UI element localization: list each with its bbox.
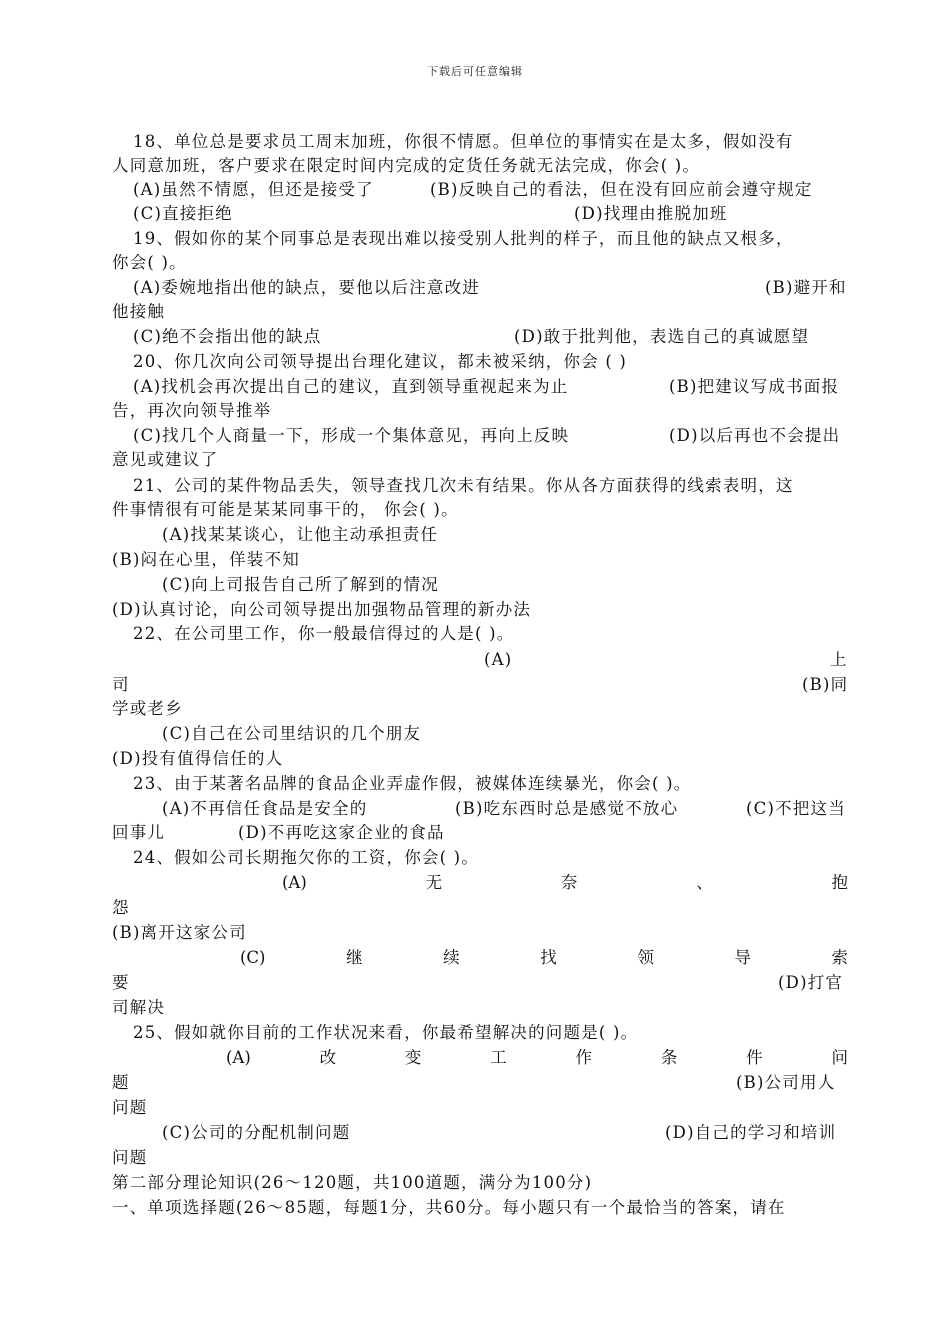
- q25-option-a-cont: 题: [112, 1073, 130, 1092]
- q20-option-d-cont: 意见或建议了: [112, 450, 219, 469]
- q18-option-a: (A)虽然不情愿，但还是接受了: [133, 180, 374, 199]
- q22-option-b-cont: 学或老乡: [112, 699, 183, 718]
- q22-option-c: (C)自己在公司里结识的几个朋友: [162, 724, 422, 743]
- q24-option-a-part: 奈: [560, 873, 578, 892]
- q24-option-c-part: 找: [540, 948, 557, 967]
- q18-option-c: (C)直接拒绝: [133, 204, 233, 223]
- q21-stem-line1: 21、公司的某件物品丢失，领导查找几次未有结果。你从各方面获得的线索表明，这: [133, 476, 794, 495]
- q24-option-d-cont: 司解决: [112, 998, 166, 1017]
- q25-stem: 25、假如就你目前的工作状况来看，你最希望解决的问题是( )。: [133, 1023, 639, 1042]
- q23-option-a: (A)不再信任食品是安全的: [162, 799, 368, 818]
- q24-option-a-part: 、: [696, 873, 713, 892]
- q25-option-a: [226, 1046, 848, 1070]
- q25-option-a-part: 条: [660, 1048, 678, 1067]
- part2-title: 第二部分理论知识(26～120题，共100道题，满分为100分): [112, 1173, 593, 1192]
- q19-option-a: (A)委婉地指出他的缺点，要他以后注意改进: [133, 278, 480, 297]
- q25-option-b-cont: 问题: [112, 1098, 148, 1117]
- q18-stem-line2: 人同意加班，客户要求在限定时间内完成的定货任务就无法完成，你会( )。: [112, 156, 701, 175]
- q20-option-d: (D)以后再也不会提出: [669, 426, 841, 445]
- q18-option-d: (D)找理由推脱加班: [574, 204, 728, 223]
- q24-option-a-part: (A): [282, 873, 307, 892]
- q20-option-a: (A)找机会再次提出自己的建议，直到领导重视起来为止: [133, 377, 569, 396]
- q25-option-a-part: 变: [404, 1048, 422, 1067]
- q25-option-a-part: 改: [319, 1048, 337, 1067]
- q24-option-d: (D)打官: [778, 973, 844, 992]
- q25-option-d-cont: 问题: [112, 1148, 148, 1167]
- q24-option-c-part: 续: [443, 948, 460, 967]
- q20-option-b-cont: 告，再次向领导推举: [112, 401, 272, 420]
- q24-option-c-part: (C): [240, 948, 266, 967]
- q24-option-c-cont: 要: [112, 973, 130, 992]
- q25-option-a-part: 作: [575, 1048, 593, 1067]
- q24-option-c: [240, 946, 848, 970]
- q24-option-c-part: 领: [637, 948, 654, 967]
- q25-option-a-part: 工: [490, 1048, 507, 1067]
- q18-option-b: (B)反映自己的看法，但在没有回应前会遵守规定: [430, 180, 813, 199]
- q25-option-a-part: 问: [831, 1048, 848, 1067]
- q21-option-c: (C)向上司报告自己所了解到的情况: [162, 575, 439, 594]
- q19-stem-line2: 你会( )。: [112, 253, 187, 272]
- q25-option-b: (B)公司用人: [736, 1073, 836, 1092]
- q19-option-d: (D)敢于批判他，表选自己的真诚愿望: [514, 327, 810, 346]
- q22-option-b: (B)同: [802, 675, 849, 694]
- q23-option-c: (C)不把这当: [746, 799, 846, 818]
- q25-option-a-part: 件: [746, 1048, 763, 1067]
- q22-option-a: (A): [484, 650, 513, 669]
- part2-section1-heading: 一、单项选择题(26～85题，每题1分，共60分。每小题只有一个最恰当的答案，请在: [112, 1198, 786, 1217]
- q18-stem-line1: 18、单位总是要求员工周末加班，你很不情愿。但单位的事情实在是太多，假如没有: [133, 132, 794, 151]
- q21-option-b: (B)闷在心里，佯装不知: [112, 550, 300, 569]
- q24-option-c-part: 导: [734, 948, 751, 967]
- q24-option-c-part: 继: [346, 948, 363, 967]
- q19-stem-line1: 19、假如你的某个同事总是表现出难以接受别人批判的样子，而且他的缺点又根多，: [133, 229, 794, 248]
- q20-option-b: (B)把建议写成书面报: [669, 377, 840, 396]
- q23-option-c-cont: 回事儿: [112, 823, 166, 842]
- q24-option-a-part: 无: [425, 873, 443, 892]
- page-header: 下载后可任意编辑: [427, 65, 523, 78]
- q23-option-b: (B)吃东西时总是感觉不放心: [455, 799, 679, 818]
- q24-option-a-part: 抱: [831, 873, 848, 892]
- q19-option-c: (C)绝不会指出他的缺点: [133, 327, 322, 346]
- q21-stem-line2: 件事情很有可能是某某同事干的， 你会( )。: [112, 500, 459, 519]
- q22-option-d: (D)投有值得信任的人: [112, 749, 284, 768]
- q21-option-a: (A)找某某谈心，让他主动承担责任: [162, 525, 439, 544]
- q23-option-d: (D)不再吃这家企业的食品: [238, 823, 445, 842]
- q24-option-a: [282, 871, 848, 895]
- q24-option-a-cont: 怨: [112, 898, 130, 917]
- q25-option-a-part: (A): [226, 1048, 251, 1067]
- q24-stem: 24、假如公司长期拖欠你的工资，你会( )。: [133, 848, 480, 867]
- q19-option-b-cont: 他接触: [112, 302, 166, 321]
- q25-option-d: (D)自己的学习和培训: [665, 1123, 837, 1142]
- q25-option-c: (C)公司的分配机制问题: [162, 1123, 351, 1142]
- q19-option-b: (B)避开和: [765, 278, 847, 297]
- q22-stem: 22、在公司里工作，你一般最信得过的人是( )。: [133, 624, 515, 643]
- q20-stem: 20、你几次向公司领导提出台理化建议，都未被采纳，你会 ( ): [133, 352, 628, 371]
- q24-option-b: (B)离开这家公司: [112, 923, 247, 942]
- q20-option-c: (C)找几个人商量一下，形成一个集体意见，再向上反映: [133, 426, 570, 445]
- q23-stem: 23、由于某著名品牌的食品企业弄虚作假，被媒体连续暴光，你会( )。: [133, 774, 692, 793]
- q21-option-d: (D)认真讨论，向公司领导提出加强物品管理的新办法: [112, 600, 532, 619]
- q24-option-c-part: 索: [831, 948, 848, 967]
- q22-option-a-word-start: 上: [830, 650, 848, 669]
- q22-option-a-word-end: 司: [112, 675, 130, 694]
